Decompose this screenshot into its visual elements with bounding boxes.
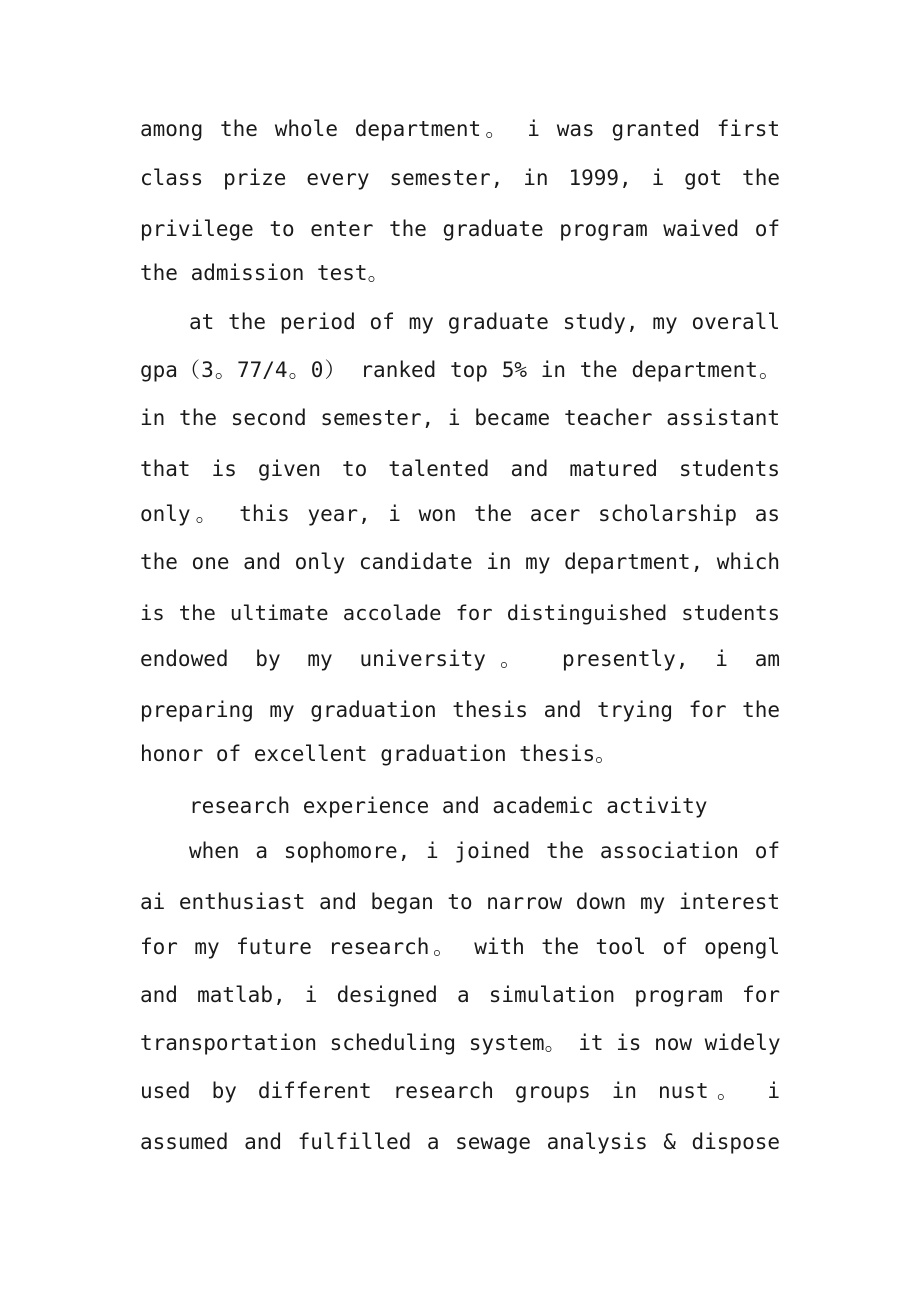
text-line: only。 this year, i won the acer scholarship as xyxy=(140,502,780,526)
text-line: in the second semester, i became teacher assistant xyxy=(140,406,780,430)
text-line: the admission test。 xyxy=(140,261,389,285)
text-line: is the ultimate accolade for distinguished students xyxy=(140,601,780,625)
text-line: among the whole department。 i was granted first xyxy=(140,117,780,141)
text-line: at the period of my graduate study, my overall xyxy=(189,310,780,334)
text-line: honor of excellent graduation thesis。 xyxy=(140,742,617,766)
text-line: for my future research。 with the tool of opengl xyxy=(140,935,780,959)
text-line: class prize every semester, in 1999, i got the xyxy=(140,166,780,190)
text-line: and matlab, i designed a simulation program for xyxy=(140,983,780,1007)
section-heading: research experience and academic activity xyxy=(189,794,708,818)
text-line: used by different research groups in nust。 i xyxy=(140,1079,780,1103)
text-line: endowed by my university。 presently, i am xyxy=(140,647,780,671)
text-line: transportation scheduling system。 it is now widely xyxy=(140,1031,781,1055)
text-line: assumed and fulfilled a sewage analysis & dispose xyxy=(140,1130,780,1154)
text-line: preparing my graduation thesis and trying for the xyxy=(140,698,780,722)
text-line: that is given to talented and matured students xyxy=(140,457,780,481)
text-line: when a sophomore, i joined the association of xyxy=(189,839,780,863)
text-line: privilege to enter the graduate program waived of xyxy=(140,217,780,241)
text-line: gpa（3。77/4。0） ranked top 5% in the department。 xyxy=(140,358,780,382)
text-line: the one and only candidate in my department, which xyxy=(140,550,780,574)
text-line: ai enthusiast and began to narrow down my interest xyxy=(140,890,780,914)
